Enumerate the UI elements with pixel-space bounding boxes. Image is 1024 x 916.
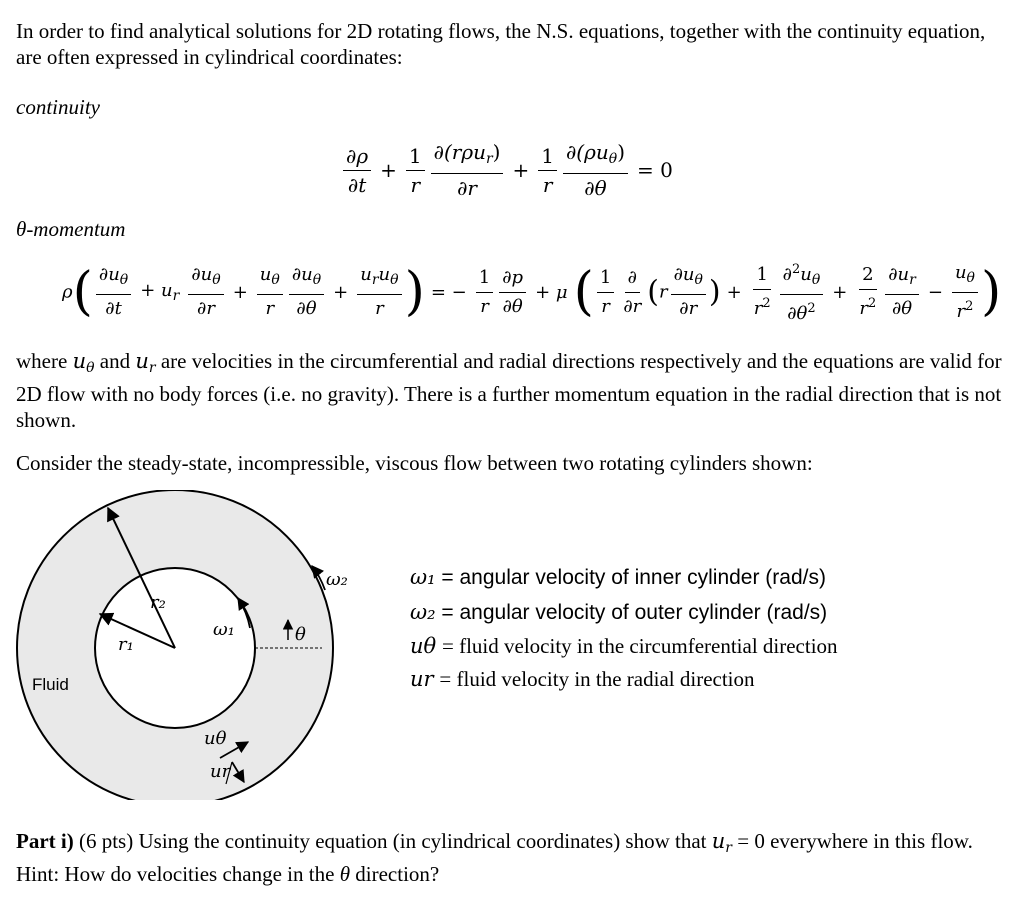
legend-omega2: ω₂ = angular velocity of outer cylinder (rad/s): [410, 600, 828, 624]
legend-u-theta: uθ = fluid velocity in the circumferential direction: [410, 634, 838, 658]
r2-label: r₂: [150, 592, 166, 613]
consider-paragraph: Consider the steady-state, incompressible, viscous flow between two rotating cylinders shown:: [16, 451, 813, 475]
continuity-heading: continuity: [16, 95, 100, 119]
omega2-label: ω₂: [326, 569, 348, 590]
legend-u-r: ur = fluid velocity in the radial direction: [410, 667, 755, 691]
omega1-label: ω₁: [213, 619, 235, 640]
theta-momentum-equation: ρ( $\frac{\partial u_\theta}{\partial t}$ + $u_r$ $\frac{\partial u_\theta}{\partial r}$ + $\frac{u_\theta}{r}$ $\frac{\partial u_\theta}{\partial\theta}$ + $\frac{u_ru_\theta}{r}$ ) = − $\frac{1}{r}$ $\frac{\partial p}{\partial\theta}$ + μ ( $\frac{1}{r}$ $\frac{\partial}{\partial r}$ (r $\frac{\partial u_\theta}{\partial r}$ ) + $\frac{1}{r^2}$ $\frac{\partial^2u_\theta}{\partial\theta^2}$ + $\frac{2}{r^2}$ $\frac{\partial u_r}{\partial\theta}$ − $\frac{u_\theta}{r^2}$ ): [62, 258, 1001, 326]
theta-label: θ: [295, 624, 306, 645]
r1-label: r₁: [118, 634, 134, 655]
rotating-cylinders-diagram: [0, 490, 400, 800]
fluid-label: Fluid: [32, 675, 69, 694]
u-theta-label: uθ: [204, 728, 227, 749]
part-i-label: Part i): [16, 829, 74, 853]
theta-momentum-heading: θ-momentum: [16, 217, 126, 241]
intro-paragraph: In order to find analytical solutions for 2D rotating flows, the N.S. equations, together with the continuity equation, are often expressed in cylindrical coordinates:: [16, 19, 986, 69]
where-paragraph: where $u_\theta$ and $u_r$ are velocities in the circumferential and radial directions respectively and the equations are valid for 2D flow with no body forces (i.e. no gravity). There is a further momentum equation in the radial direction that is not shown.: [16, 349, 1002, 432]
continuity-equation: $\frac{\partial\rho}{\partial t}$ + $\frac{1}{r}$ $\frac{\partial(r\rho u_r)}{\partial r}$ + $\frac{1}{r}$ $\frac{\partial(\rho u_\theta)}{\partial\theta}$ = 0: [340, 140, 679, 200]
legend-omega1: ω₁ = angular velocity of inner cylinder (rad/s): [410, 565, 826, 589]
u-r-label: ur: [210, 761, 231, 782]
part-i-paragraph: Part i) (6 pts) Using the continuity equation (in cylindrical coordinates) show that $u_r = 0$ everywhere in this flow. Hint: How do velocities change in the θ direction?: [16, 829, 973, 886]
